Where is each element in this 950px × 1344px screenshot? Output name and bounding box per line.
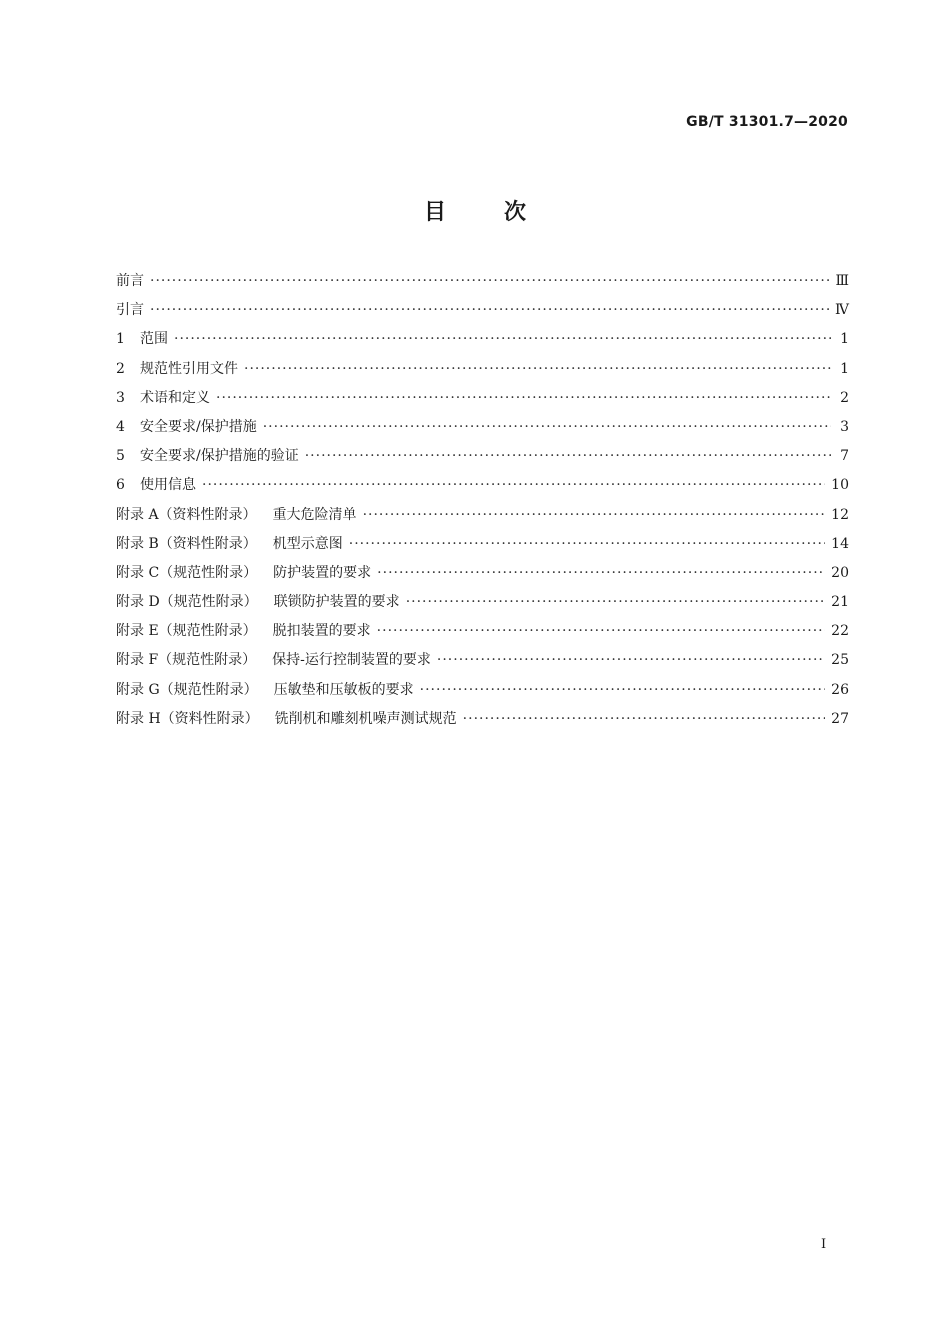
toc-item-page: 22 — [831, 623, 849, 640]
page-title-char-1: 目 — [423, 200, 446, 225]
toc-item-page: 27 — [831, 710, 849, 727]
toc-item-label: 防护装置的要求 — [273, 564, 372, 581]
page-title — [0, 195, 950, 226]
toc-item-annex-prefix: 附录 F（规范性附录） — [116, 652, 257, 669]
toc-leader-dots — [150, 273, 829, 289]
toc-item-label: 压敏垫和压敏板的要求 — [273, 681, 414, 698]
standard-code: GB/T 31301.7—2020 — [686, 114, 848, 130]
toc-item-label: 规范性引用文件 — [140, 360, 238, 377]
toc-item-label: 脱扣装置的要求 — [272, 623, 371, 640]
toc-item-annex-prefix: 附录 D（规范性附录） — [116, 594, 258, 611]
toc-item-annex-prefix: 附录 C（规范性附录） — [116, 564, 258, 581]
table-of-contents — [116, 270, 849, 737]
toc-item-number: 5 — [116, 448, 125, 465]
toc-item-page: 1 — [840, 360, 849, 377]
toc-leader-dots — [406, 594, 825, 610]
toc-item-page: 7 — [840, 448, 849, 465]
toc-item-verification[interactable] — [116, 445, 849, 474]
toc-item-number: 2 — [116, 360, 125, 377]
toc-item-introduction[interactable] — [116, 299, 849, 328]
toc-leader-dots — [202, 477, 825, 493]
toc-item-page: 26 — [831, 681, 849, 698]
toc-item-annex-e[interactable] — [116, 620, 849, 649]
toc-item-annex-prefix: 附录 G（规范性附录） — [116, 681, 258, 698]
toc-item-annex-c[interactable] — [116, 562, 849, 591]
toc-item-number: 1 — [116, 331, 125, 348]
toc-leader-dots — [420, 682, 826, 698]
toc-item-label: 前言 — [116, 273, 144, 289]
toc-item-annex-prefix: 附录 A（资料性附录） — [116, 506, 257, 523]
toc-item-label: 安全要求/保护措施 — [140, 418, 257, 435]
toc-item-annex-h[interactable] — [116, 708, 849, 737]
toc-leader-dots — [150, 302, 829, 318]
toc-item-label: 联锁防护装置的要求 — [273, 594, 400, 611]
toc-leader-dots — [363, 507, 826, 523]
toc-leader-dots — [216, 390, 831, 406]
toc-item-safety-requirements[interactable] — [116, 416, 849, 445]
toc-item-page: 10 — [831, 477, 849, 494]
toc-item-annex-a[interactable] — [116, 504, 849, 533]
toc-item-annex-b[interactable] — [116, 533, 849, 562]
toc-item-annex-prefix: 附录 H（资料性附录） — [116, 710, 259, 727]
toc-item-page: 20 — [831, 564, 849, 581]
toc-item-page: 25 — [831, 652, 849, 669]
toc-item-page: 1 — [840, 331, 849, 348]
toc-item-page: 12 — [831, 506, 849, 523]
toc-item-number: 4 — [116, 418, 125, 435]
page-number: I — [821, 1237, 827, 1252]
toc-leader-dots — [377, 565, 825, 581]
toc-item-label: 范围 — [140, 331, 168, 348]
toc-item-label: 安全要求/保护措施的验证 — [140, 448, 299, 465]
toc-leader-dots — [305, 448, 831, 464]
toc-item-number: 6 — [116, 477, 125, 494]
toc-item-page: Ⅳ — [835, 302, 849, 319]
toc-item-page: 21 — [831, 594, 849, 611]
toc-item-information-for-use[interactable] — [116, 474, 849, 503]
toc-item-annex-prefix: 附录 B（资料性附录） — [116, 535, 257, 552]
toc-item-annex-g[interactable] — [116, 679, 849, 708]
toc-item-label: 引言 — [116, 302, 144, 319]
toc-item-page: 3 — [840, 418, 849, 435]
toc-leader-dots — [349, 536, 825, 552]
toc-item-label: 保持-运行控制装置的要求 — [272, 652, 431, 669]
toc-item-annex-f[interactable] — [116, 649, 849, 678]
toc-item-foreword[interactable] — [116, 270, 849, 299]
toc-item-page: 2 — [840, 389, 849, 406]
toc-item-page: 14 — [831, 535, 849, 552]
toc-leader-dots — [377, 623, 826, 639]
toc-item-scope[interactable] — [116, 328, 849, 357]
toc-leader-dots — [263, 419, 831, 435]
toc-item-page: Ⅲ — [835, 273, 849, 289]
toc-item-number: 3 — [116, 389, 125, 406]
toc-item-label: 机型示意图 — [272, 535, 343, 552]
toc-item-label: 铣削机和雕刻机噪声测试规范 — [274, 710, 457, 727]
toc-item-label: 术语和定义 — [140, 389, 210, 406]
toc-item-normative-references[interactable] — [116, 358, 849, 387]
toc-item-label: 重大危险清单 — [272, 506, 357, 523]
page-title-char-2: 次 — [504, 200, 527, 225]
toc-leader-dots — [174, 331, 831, 347]
toc-item-terms-definitions[interactable] — [116, 387, 849, 416]
toc-item-annex-d[interactable] — [116, 591, 849, 620]
toc-leader-dots — [437, 652, 825, 668]
toc-leader-dots — [244, 361, 831, 377]
toc-item-label: 使用信息 — [140, 477, 196, 494]
toc-leader-dots — [463, 711, 826, 727]
toc-item-annex-prefix: 附录 E（规范性附录） — [116, 623, 257, 640]
